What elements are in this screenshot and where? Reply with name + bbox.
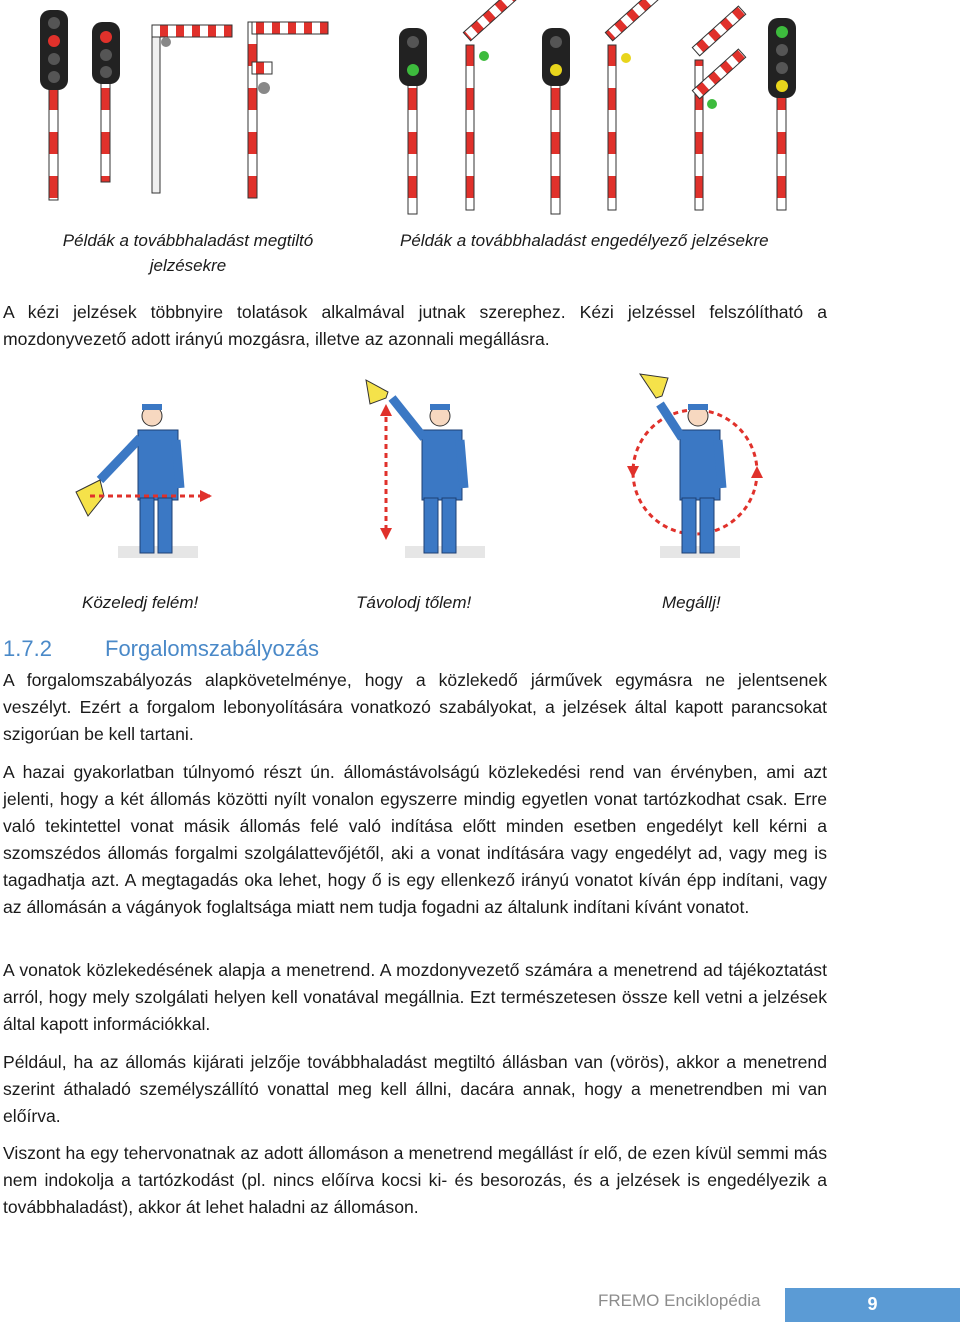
caption-signals-go: Példák a továbbhaladást engedélyező jelzésekre [400, 231, 769, 250]
hand-signal-illustrations [0, 368, 960, 573]
section-number: 1.7.2 [3, 636, 52, 661]
caption-signals-stop: Példák a továbbhaladást megtiltó jelzésekre [62, 231, 314, 275]
page-number: 9 [867, 1294, 878, 1314]
hand-signal-approach-icon [76, 404, 212, 558]
light-signal-go-icon [542, 28, 570, 214]
light-signal-go-icon [399, 28, 427, 214]
light-signal-stop-icon [40, 10, 68, 200]
semaphore-go-icon [463, 0, 516, 210]
paragraph: Például, ha az állomás kijárati jelzője továbbhaladást megtiltó állásban van (vörös), akkor a menetrend szerint áthaladó személyszállító vonattal meg kell állni, dacára annak, hogy a menetrendben mi van előírva. [3, 1052, 827, 1126]
caption-hand-away: Távolodj tőlem! [356, 593, 472, 612]
section-heading [3, 636, 319, 662]
light-signal-go-icon [768, 18, 796, 210]
hand-signal-away-icon [366, 380, 485, 558]
section-title: Forgalomszabályozás [105, 636, 319, 661]
semaphore-go-icon [605, 0, 658, 210]
paragraph: A vonatok közlekedésének alapja a menetrend. A mozdonyvezető számára a menetrend ad tájékoztatást arról, hogy mely szolgálati helyen kell vonatával megállnia. Ezt természetesen össze kell vetni a jelzések által kapott információkkal. [3, 960, 827, 1034]
signal-illustrations [0, 0, 960, 225]
semaphore-stop-icon [248, 22, 328, 198]
caption-hand-approach: Közeledj felém! [82, 593, 199, 612]
semaphore-stop-icon [152, 25, 232, 193]
caption-hand-stop: Megállj! [662, 593, 721, 612]
footer-title: FREMO Enciklopédia [598, 1291, 761, 1310]
intro-paragraph: A kézi jelzések többnyire tolatások alkalmával jutnak szerephez. Kézi jelzéssel felszólítható a mozdonyvezető adott irányú mozgásra, illetve az azonnali megállásra. [3, 302, 827, 349]
paragraph: A hazai gyakorlatban túlnyomó részt ún. állomástávolságú közlekedési rend van érvényben, ami azt jelenti, hogy a két állomás közötti nyílt vonalon egyszerre mindig egyetlen vonat tartózkodhat csak. Erre való tekintettel vonat másik állomás felé való indítása előtt minden esetben engedélyt kell kérni a szomszédos állomás forgalmi szolgálattevőjétől, aki a vonat indítására vagy engedélyt ad, vagy meg is tagadhatja azt. A megtagadás oka lehet, hogy ő is egy ellenkező irányú vonatot kíván épp indítani, vagy az állomásán a vágányok foglaltsága miatt nem tudja fogadni az általunk indítani kívánt vonatot. [3, 762, 827, 917]
paragraph: A forgalomszabályozás alapkövetelménye, hogy a közlekedő járművek egymásra ne jelentsenek veszélyt. Ezért a forgalom lebonyolítására vonatkozó szabályokat, a jelzések által kapott parancsokat szigorúan be kell tartani. [3, 670, 827, 744]
hand-signal-stop-icon [627, 374, 763, 558]
paragraph: Viszont ha egy tehervonatnak az adott állomáson a menetrend megállást ír elő, de ezen kívül semmi más nem indokolja a tartózkodást (pl. nincs előírva kocsi ki- és besorozás, és a jelzések is engedélyezik a továbbhaladást), akkor át lehet haladni az állomáson. [3, 1143, 827, 1217]
light-signal-stop-icon [92, 22, 120, 182]
page-number-box [785, 1288, 960, 1322]
semaphore-go-icon [692, 6, 745, 210]
